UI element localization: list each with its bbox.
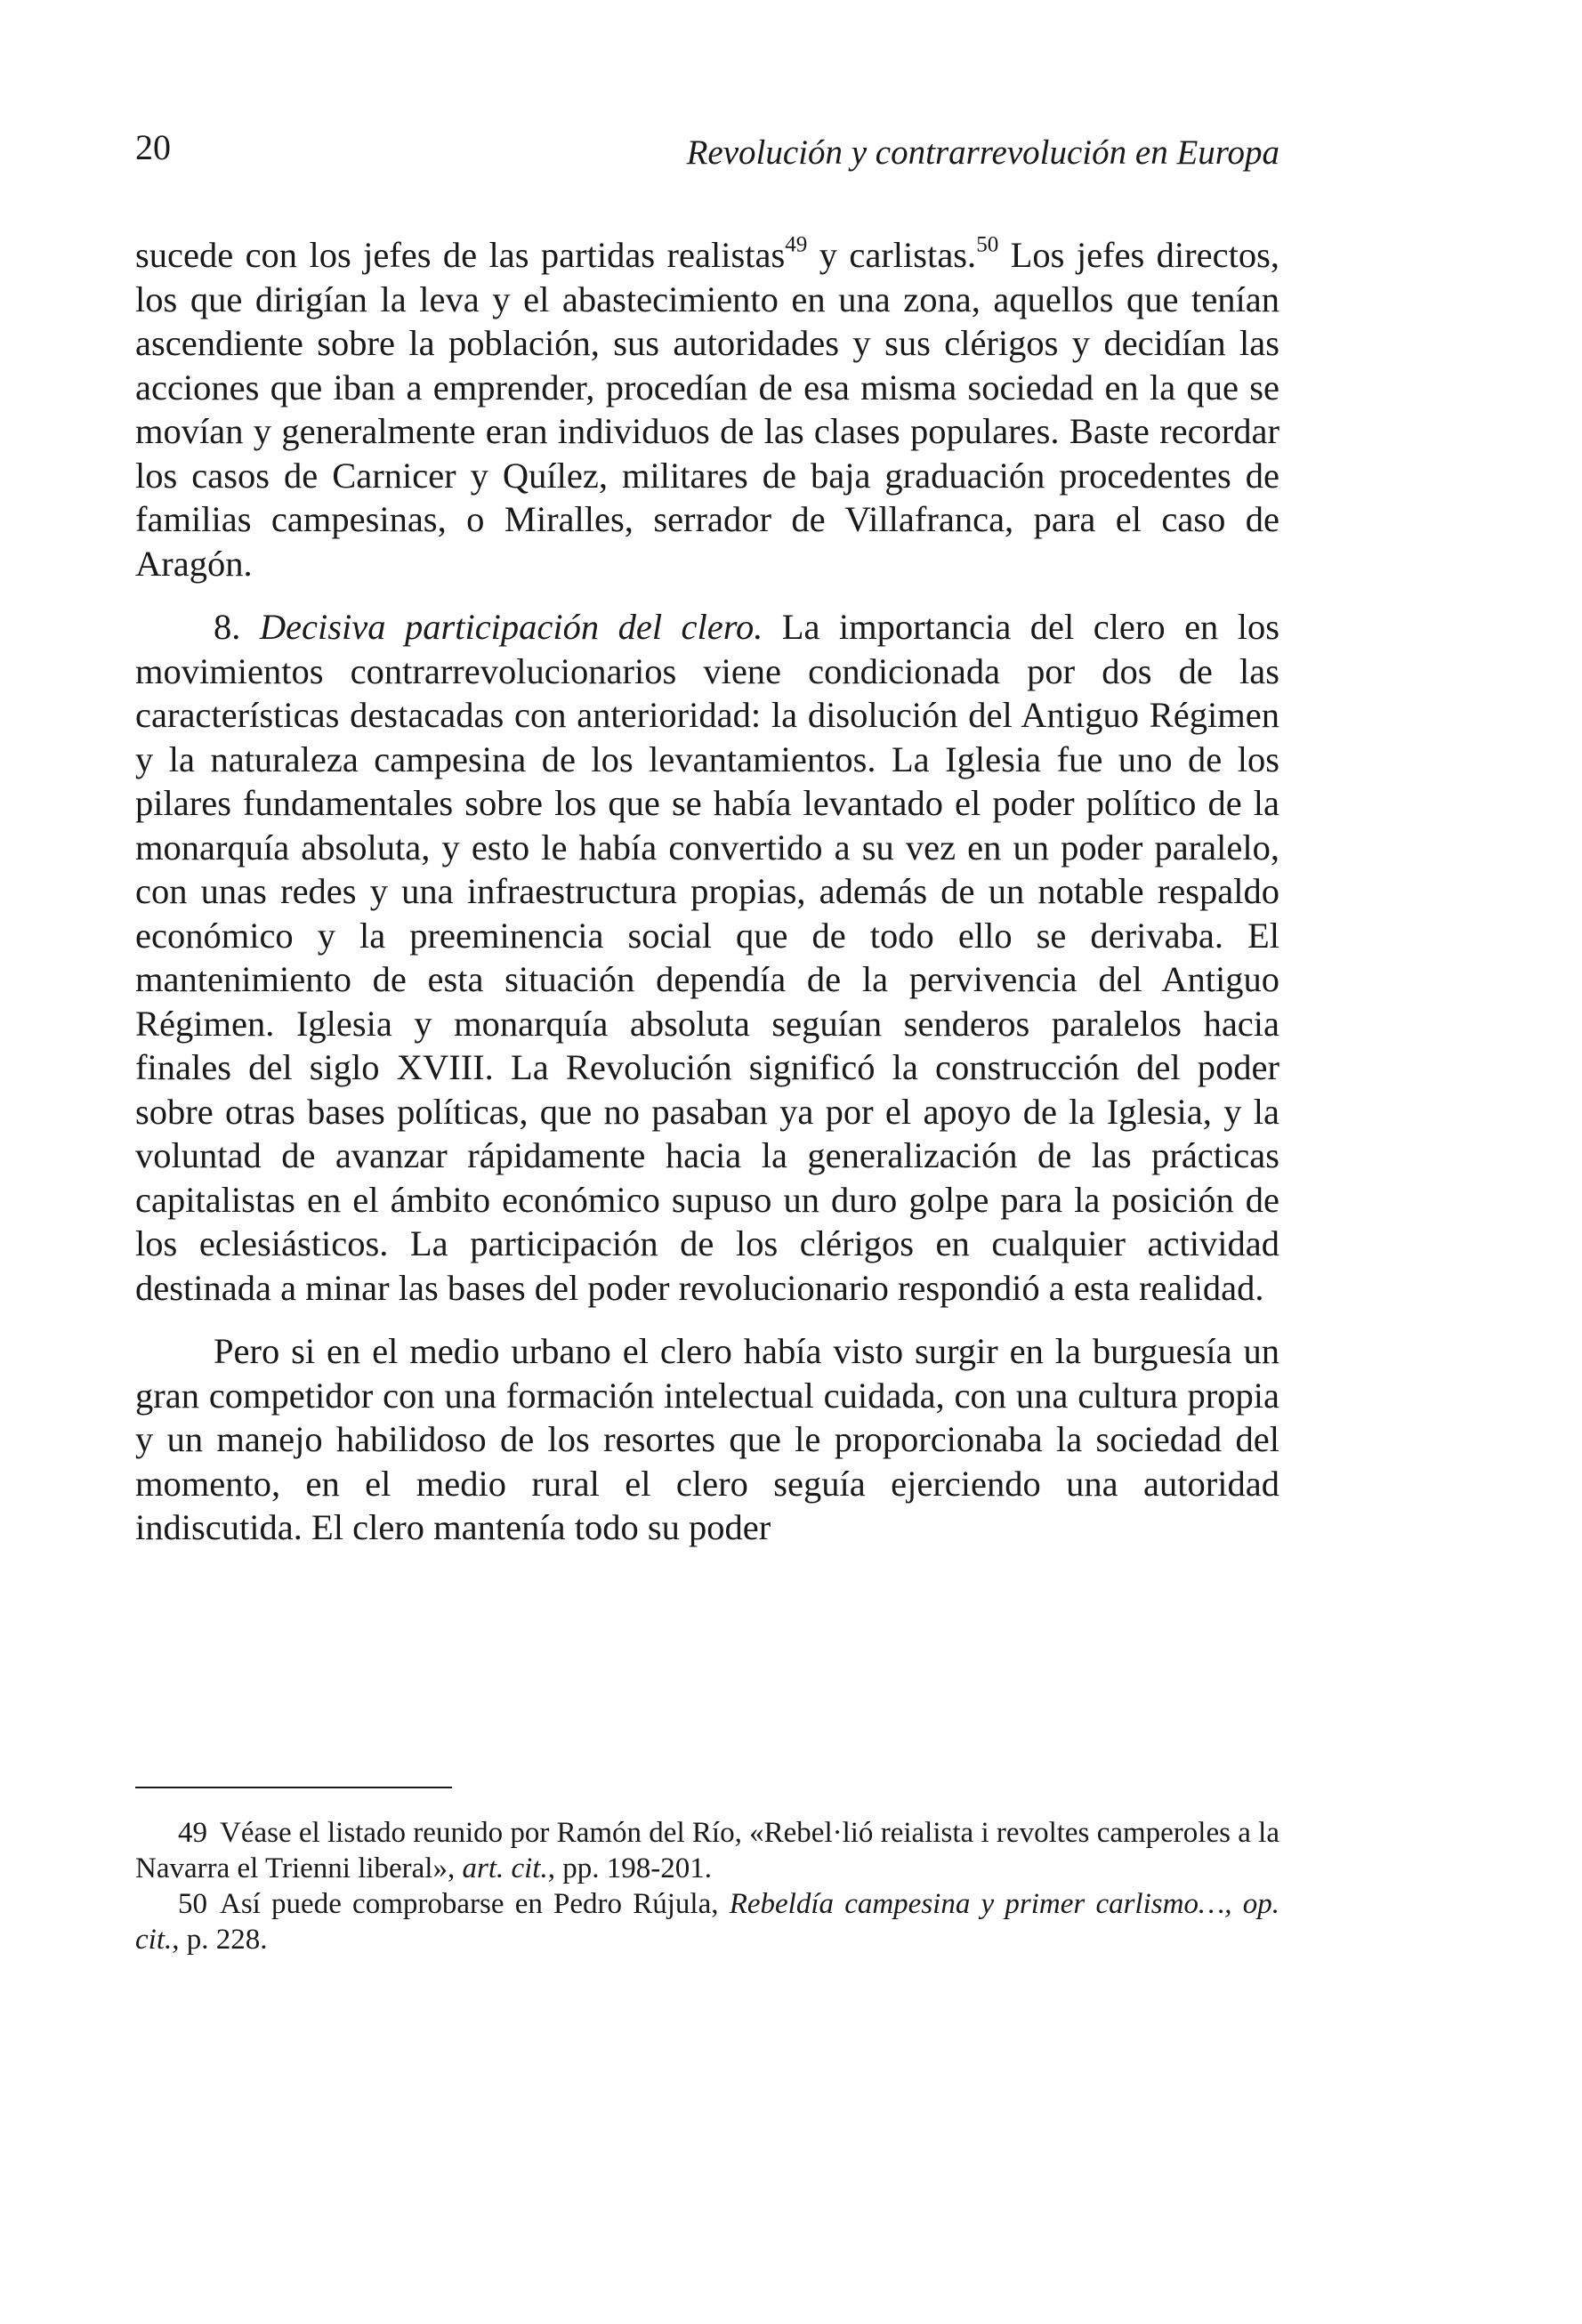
footnote-number: 50 — [178, 1888, 207, 1920]
footnote — [135, 1815, 1279, 1886]
footnote-text-b: , p. 228. — [172, 1924, 268, 1956]
footnote — [135, 1886, 1279, 1957]
paragraph-1-text-c: Los jefes directos, los que dirigían la leva y el abastecimiento en una zona, aquellos que tenían ascendiente sobre la población, sus autoridades y sus clérigos y decidían las acciones que iban a emprender, procedían de esa misma sociedad en la que se movían y generalmente eran individuos de las clases populares. Baste recordar los casos de Carnicer y Quílez, militares de baja graduación procedentes de familias campesinas, o Miralles, serrador de Villafranca, para el caso de Aragón. — [135, 235, 1279, 584]
footnote-text-a: Así puede comprobarse en Pedro Rújula, — [220, 1888, 730, 1920]
section-heading: Decisiva participación del clero. — [259, 607, 763, 647]
paragraph-2-text: La importancia del clero en los movimientos contrarrevolucionarios viene condicionada por dos de las características destacadas con anterioridad: la disolución del Antiguo Régimen y la naturaleza campesina de los levantamientos. La Iglesia fue uno de los pilares fundamentales sobre los que se había levantado el poder político de la monarquía absoluta, y esto le había convertido a su vez en un poder paralelo, con unas redes y una infraestructura propias, además de un notable respaldo económico y la preeminencia social que de todo ello se derivaba. El mantenimiento de esta situación dependía de la pervivencia del Antiguo Régimen. Iglesia y monarquía absoluta seguían senderos paralelos hacia finales del siglo XVIII. La Revolución significó la construcción del poder sobre otras bases políticas, que no pasaban ya por el apoyo de la Iglesia, y la voluntad de avanzar rápidamente hacia la generalización de las prácticas capitalistas en el ámbito económico supuso un duro golpe para la posición de los eclesiásticos. La participación de los clérigos en cualquier actividad destinada a minar las bases del poder revolucionario respondió a esta realidad. — [135, 607, 1279, 1308]
running-title: Revolución y contrarrevolución en Europa — [686, 133, 1279, 172]
footnote-italic: Rebeldía campesina y primer carlismo…, op. cit. — [135, 1888, 1279, 1956]
footnote-ref-49: 49 — [785, 232, 808, 257]
paragraph-1 — [135, 233, 1279, 585]
page-number: 20 — [135, 127, 171, 167]
footnote-ref-50: 50 — [976, 232, 999, 257]
paragraph-2 — [135, 605, 1279, 1310]
footnote-divider — [135, 1787, 452, 1788]
footnote-number: 49 — [178, 1817, 207, 1849]
footnotes — [135, 1815, 1279, 1957]
paragraph-1-text-a: sucede con los jefes de las partidas realistas — [135, 235, 786, 275]
body-text — [135, 233, 1279, 1550]
paragraph-3 — [135, 1329, 1279, 1550]
footnote-text-b: , pp. 198-201. — [547, 1852, 712, 1884]
section-number: 8. — [214, 607, 260, 647]
footnote-italic: art. cit. — [462, 1852, 548, 1884]
footnote-text-a: Véase el listado reunido por Ramón del Río, «Rebel·lió reialista i revoltes camperoles a la Navarra el Trienni liberal», — [135, 1817, 1279, 1884]
paragraph-3-text: Pero si en el medio urbano el clero había visto surgir en la burguesía un gran competidor con una formación intelectual cuidada, con una cultura propia y un manejo habilidoso de los resortes que le proporcionaba la sociedad del momento, en el medio rural el clero seguía ejerciendo una autoridad indiscutida. El clero mantenía todo su poder — [135, 1331, 1279, 1547]
paragraph-1-text-b: y carlistas. — [807, 235, 977, 275]
